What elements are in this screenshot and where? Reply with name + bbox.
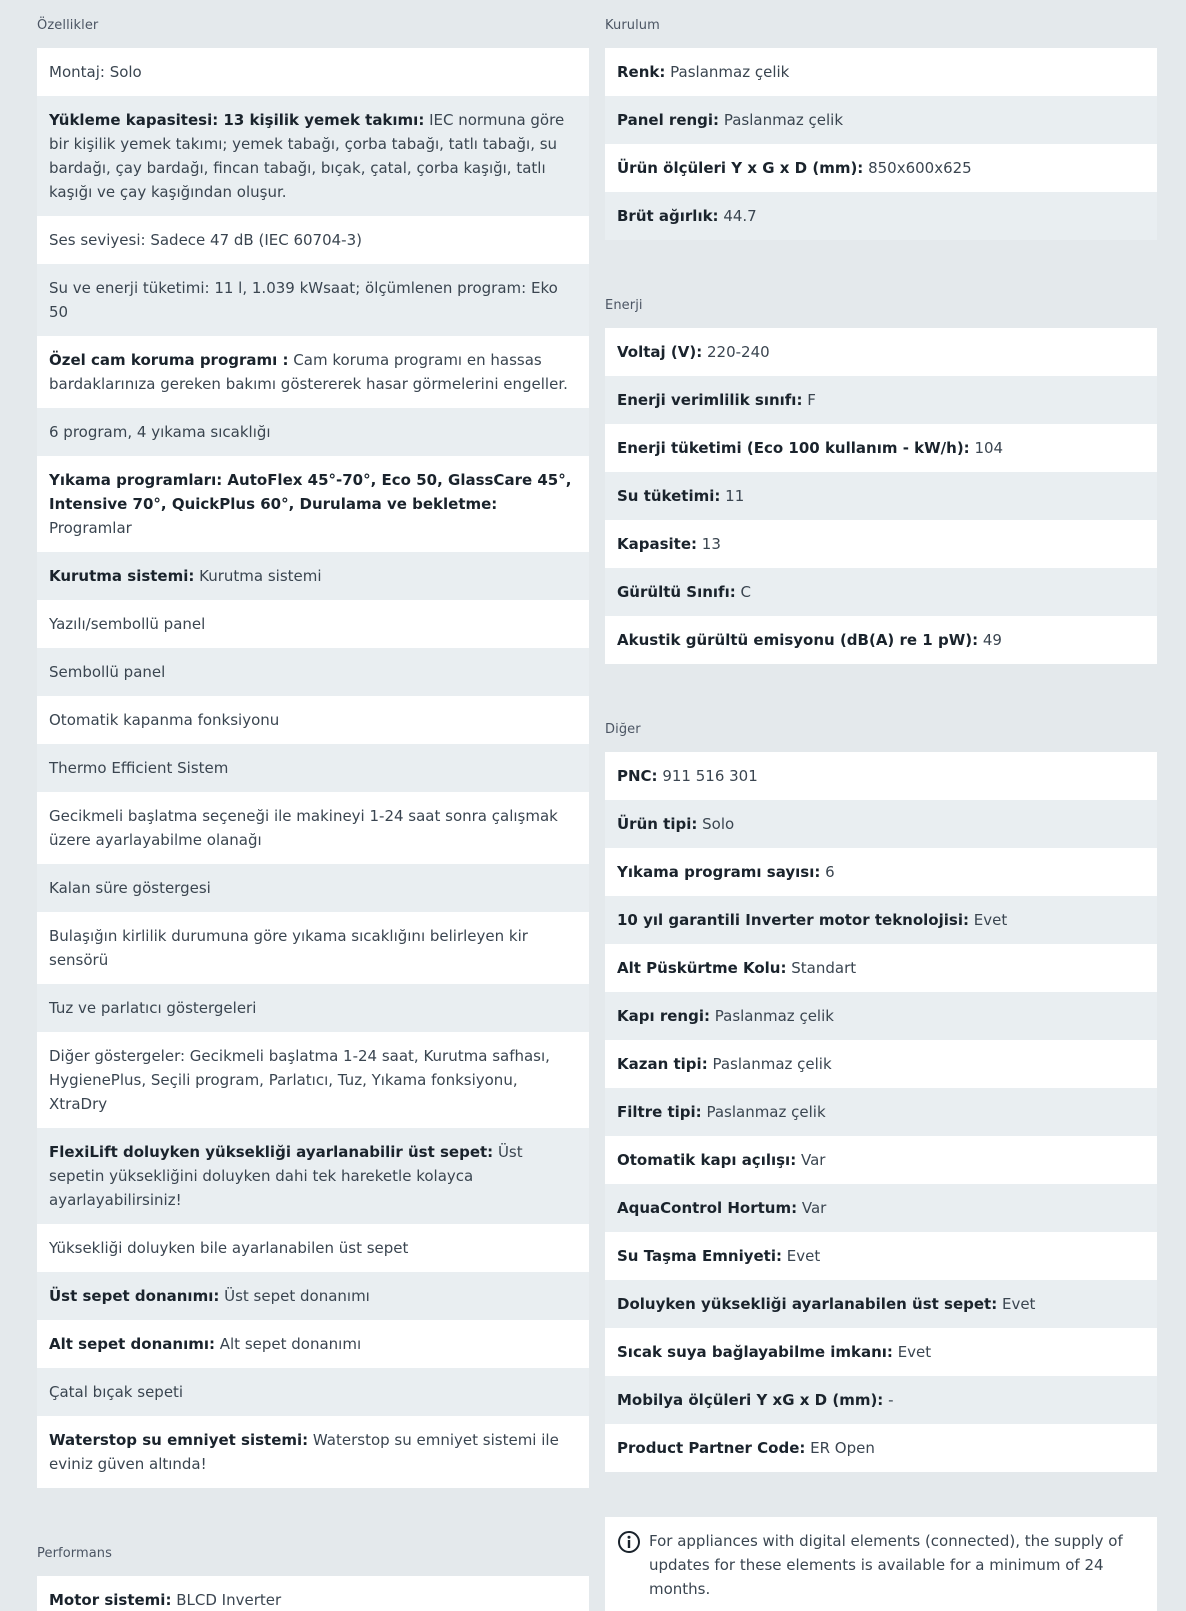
spec-row bbox=[37, 456, 589, 552]
notice-text: For appliances with digital elements (connected), the supply of updates for these elements is available for a minimum of 24 months. bbox=[649, 1532, 1123, 1598]
spec-value: Thermo Efficient Sistem bbox=[49, 759, 229, 777]
spec-label: Sıcak suya bağlayabilme imkanı: bbox=[617, 1343, 893, 1361]
spec-label: Doluyken yüksekliği ayarlanabilen üst sepet: bbox=[617, 1295, 998, 1313]
spec-label: Yıkama programı sayısı: bbox=[617, 863, 821, 881]
spec-label: PNC: bbox=[617, 767, 658, 785]
spec-row bbox=[605, 1376, 1157, 1424]
spec-value: Kurutma sistemi bbox=[194, 567, 322, 585]
spec-value: Evet bbox=[892, 1343, 932, 1361]
spec-row bbox=[37, 1320, 589, 1368]
spec-value: 44.7 bbox=[718, 207, 757, 225]
spec-row bbox=[37, 1272, 589, 1320]
spec-row bbox=[605, 520, 1157, 568]
spec-label: Enerji verimlilik sınıfı: bbox=[617, 391, 803, 409]
spec-value: Waterstop su emniyet sistemi ile eviniz güven altında! bbox=[49, 1431, 559, 1473]
spec-value: Tuz ve parlatıcı göstergeleri bbox=[49, 999, 257, 1017]
spec-value: Sembollü panel bbox=[49, 663, 166, 681]
spec-label: Renk: bbox=[617, 63, 666, 81]
spec-row bbox=[605, 96, 1157, 144]
spec-value: Evet bbox=[997, 1295, 1036, 1313]
spec-row bbox=[37, 912, 589, 984]
spec-row bbox=[605, 328, 1157, 376]
spec-list-kurulum bbox=[605, 48, 1157, 240]
spec-label: Gürültü Sınıfı: bbox=[617, 583, 736, 601]
spec-row bbox=[605, 568, 1157, 616]
spec-value: Yüksekliği doluyken bile ayarlanabilen üst sepet bbox=[49, 1239, 409, 1257]
spec-list-ozellikler bbox=[37, 48, 589, 1488]
spec-row bbox=[37, 1224, 589, 1272]
spec-value: Alt sepet donanımı bbox=[214, 1335, 362, 1353]
spec-row bbox=[605, 376, 1157, 424]
spec-value: Cam koruma programı en hassas bardaklarınıza gereken bakımı göstererek hasar görmelerini engeller. bbox=[49, 351, 568, 393]
spec-label: Kazan tipi: bbox=[617, 1055, 708, 1073]
section-title-performans: Performans bbox=[37, 1546, 113, 1561]
spec-row bbox=[605, 144, 1157, 192]
spec-row bbox=[37, 696, 589, 744]
spec-label: Kapı rengi: bbox=[617, 1007, 710, 1025]
spec-label: Alt Püskürtme Kolu: bbox=[617, 959, 787, 977]
left-column bbox=[37, 0, 589, 1611]
spec-value: Paslanmaz çelik bbox=[665, 63, 790, 81]
spec-value: Paslanmaz çelik bbox=[719, 111, 844, 129]
spec-value: 911 516 301 bbox=[657, 767, 758, 785]
spec-row bbox=[37, 792, 589, 864]
spec-value: 220-240 bbox=[702, 343, 770, 361]
spec-list-diger bbox=[605, 752, 1157, 1472]
spec-value: 11 bbox=[720, 487, 745, 505]
spec-row bbox=[37, 1128, 589, 1224]
spec-label: Akustik gürültü emisyonu (dB(A) re 1 pW): bbox=[617, 631, 979, 649]
spec-value: Programlar bbox=[49, 519, 132, 537]
spec-row bbox=[605, 1136, 1157, 1184]
spec-row bbox=[605, 616, 1157, 664]
spec-value: 49 bbox=[978, 631, 1002, 649]
spec-value: Gecikmeli başlatma seçeneği ile makineyi 1-24 saat sonra çalışmak üzere ayarlayabilme olanağı bbox=[49, 807, 558, 849]
spec-value: Otomatik kapanma fonksiyonu bbox=[49, 711, 280, 729]
spec-row bbox=[37, 336, 589, 408]
spec-label: 10 yıl garantili Inverter motor teknolojisi: bbox=[617, 911, 969, 929]
spec-value: Montaj: Solo bbox=[49, 63, 142, 81]
spec-value: 850x600x625 bbox=[863, 159, 972, 177]
spec-label: FlexiLift doluyken yüksekliği ayarlanabilir üst sepet: bbox=[49, 1143, 494, 1161]
spec-row bbox=[605, 48, 1157, 96]
spec-value: 6 bbox=[820, 863, 835, 881]
spec-row bbox=[37, 1576, 589, 1611]
spec-value: Paslanmaz çelik bbox=[707, 1055, 832, 1073]
spec-label: Yıkama programları: AutoFlex 45°-70°, Eco 50, GlassCare 45°, Intensive 70°, QuickPlus 60°, Durulama ve bekletme: bbox=[49, 471, 572, 513]
spec-row bbox=[37, 552, 589, 600]
spec-row bbox=[605, 896, 1157, 944]
spec-row bbox=[605, 1232, 1157, 1280]
spec-label: Üst sepet donanımı: bbox=[49, 1287, 220, 1305]
spec-label: Ürün ölçüleri Y x G x D (mm): bbox=[617, 159, 864, 177]
digital-updates-notice bbox=[605, 1517, 1157, 1611]
spec-label: Yükleme kapasitesi: 13 kişilik yemek takımı: bbox=[49, 111, 425, 129]
spec-value: Ses seviyesi: Sadece 47 dB (IEC 60704-3) bbox=[49, 231, 362, 249]
spec-value: Var bbox=[796, 1151, 826, 1169]
section-title-kurulum: Kurulum bbox=[605, 18, 660, 33]
spec-label: Ürün tipi: bbox=[617, 815, 698, 833]
spec-value: 13 bbox=[697, 535, 721, 553]
spec-row bbox=[37, 1416, 589, 1488]
spec-row bbox=[605, 424, 1157, 472]
spec-row bbox=[605, 1424, 1157, 1472]
spec-row bbox=[37, 600, 589, 648]
spec-value: Çatal bıçak sepeti bbox=[49, 1383, 184, 1401]
spec-label: Kapasite: bbox=[617, 535, 698, 553]
spec-value: F bbox=[802, 391, 816, 409]
spec-row bbox=[37, 408, 589, 456]
spec-label: Su Taşma Emniyeti: bbox=[617, 1247, 782, 1265]
spec-label: Motor sistemi: bbox=[49, 1591, 172, 1609]
spec-row bbox=[37, 1032, 589, 1128]
spec-row bbox=[37, 864, 589, 912]
spec-row bbox=[605, 752, 1157, 800]
spec-label: Panel rengi: bbox=[617, 111, 720, 129]
spec-label: Mobilya ölçüleri Y xG x D (mm): bbox=[617, 1391, 884, 1409]
spec-row bbox=[605, 992, 1157, 1040]
spec-value: Diğer göstergeler: Gecikmeli başlatma 1-24 saat, Kurutma safhası, HygienePlus, Seçili program, Parlatıcı, Tuz, Yıkama fonksiyonu, XtraDry bbox=[49, 1047, 550, 1113]
spec-value: Evet bbox=[968, 911, 1008, 929]
spec-label: Filtre tipi: bbox=[617, 1103, 702, 1121]
spec-value: IEC normuna göre bir kişilik yemek takımı; yemek tabağı, çorba tabağı, tatlı tabağı, su bardağı, çay bardağı, fincan tabağı, bıçak, çatal, çorba kaşığı, tatlı kaşığı ve çay kaşığından oluşur. bbox=[49, 111, 565, 201]
spec-row bbox=[605, 472, 1157, 520]
spec-row bbox=[37, 48, 589, 96]
spec-value: Üst sepetin yüksekliğini doluyken dahi tek hareketle kolayca ayarlayabilirsiniz! bbox=[49, 1143, 523, 1209]
spec-value: Var bbox=[797, 1199, 827, 1217]
spec-value: Evet bbox=[782, 1247, 821, 1265]
spec-label: Otomatik kapı açılışı: bbox=[617, 1151, 797, 1169]
spec-value: C bbox=[735, 583, 751, 601]
spec-row bbox=[605, 1040, 1157, 1088]
spec-row bbox=[605, 944, 1157, 992]
section-title-diger: Diğer bbox=[605, 722, 641, 737]
spec-row bbox=[605, 800, 1157, 848]
spec-value: ER Open bbox=[805, 1439, 875, 1457]
spec-value: Bulaşığın kirlilik durumuna göre yıkama sıcaklığını belirleyen kir sensörü bbox=[49, 927, 528, 969]
spec-row bbox=[605, 1328, 1157, 1376]
spec-value: Standart bbox=[786, 959, 857, 977]
spec-value: 6 program, 4 yıkama sıcaklığı bbox=[49, 423, 271, 441]
spec-value: 104 bbox=[969, 439, 1004, 457]
spec-label: Product Partner Code: bbox=[617, 1439, 806, 1457]
spec-value: Paslanmaz çelik bbox=[709, 1007, 834, 1025]
spec-label: Kurutma sistemi: bbox=[49, 567, 195, 585]
spec-row bbox=[605, 1088, 1157, 1136]
right-column bbox=[605, 0, 1157, 1611]
spec-row bbox=[37, 648, 589, 696]
spec-row bbox=[37, 1368, 589, 1416]
spec-value: Üst sepet donanımı bbox=[219, 1287, 370, 1305]
spec-label: Brüt ağırlık: bbox=[617, 207, 719, 225]
spec-row bbox=[605, 848, 1157, 896]
spec-value: Solo bbox=[697, 815, 735, 833]
spec-label: Voltaj (V): bbox=[617, 343, 703, 361]
spec-row bbox=[37, 744, 589, 792]
section-title-enerji: Enerji bbox=[605, 298, 643, 313]
spec-row bbox=[605, 1280, 1157, 1328]
spec-value: Su ve enerji tüketimi: 11 l, 1.039 kWsaat; ölçümlenen program: Eko 50 bbox=[49, 279, 558, 321]
spec-row bbox=[37, 216, 589, 264]
spec-list-enerji bbox=[605, 328, 1157, 664]
spec-row bbox=[37, 96, 589, 216]
spec-row bbox=[37, 264, 589, 336]
spec-label: Alt sepet donanımı: bbox=[49, 1335, 215, 1353]
info-icon bbox=[617, 1530, 641, 1554]
spec-row bbox=[605, 192, 1157, 240]
spec-label: Özel cam koruma programı : bbox=[49, 351, 289, 369]
spec-value: - bbox=[883, 1391, 894, 1409]
spec-label: AquaControl Hortum: bbox=[617, 1199, 798, 1217]
spec-value: Paslanmaz çelik bbox=[701, 1103, 826, 1121]
spec-value: BLCD Inverter bbox=[171, 1591, 282, 1609]
spec-value: Yazılı/sembollü panel bbox=[49, 615, 206, 633]
spec-label: Waterstop su emniyet sistemi: bbox=[49, 1431, 309, 1449]
spec-value: Kalan süre göstergesi bbox=[49, 879, 211, 897]
spec-label: Su tüketimi: bbox=[617, 487, 721, 505]
spec-label: Enerji tüketimi (Eco 100 kullanım - kW/h): bbox=[617, 439, 970, 457]
spec-row bbox=[37, 984, 589, 1032]
section-title-ozellikler: Özellikler bbox=[37, 18, 99, 33]
spec-row bbox=[605, 1184, 1157, 1232]
spec-list-performans bbox=[37, 1576, 589, 1611]
